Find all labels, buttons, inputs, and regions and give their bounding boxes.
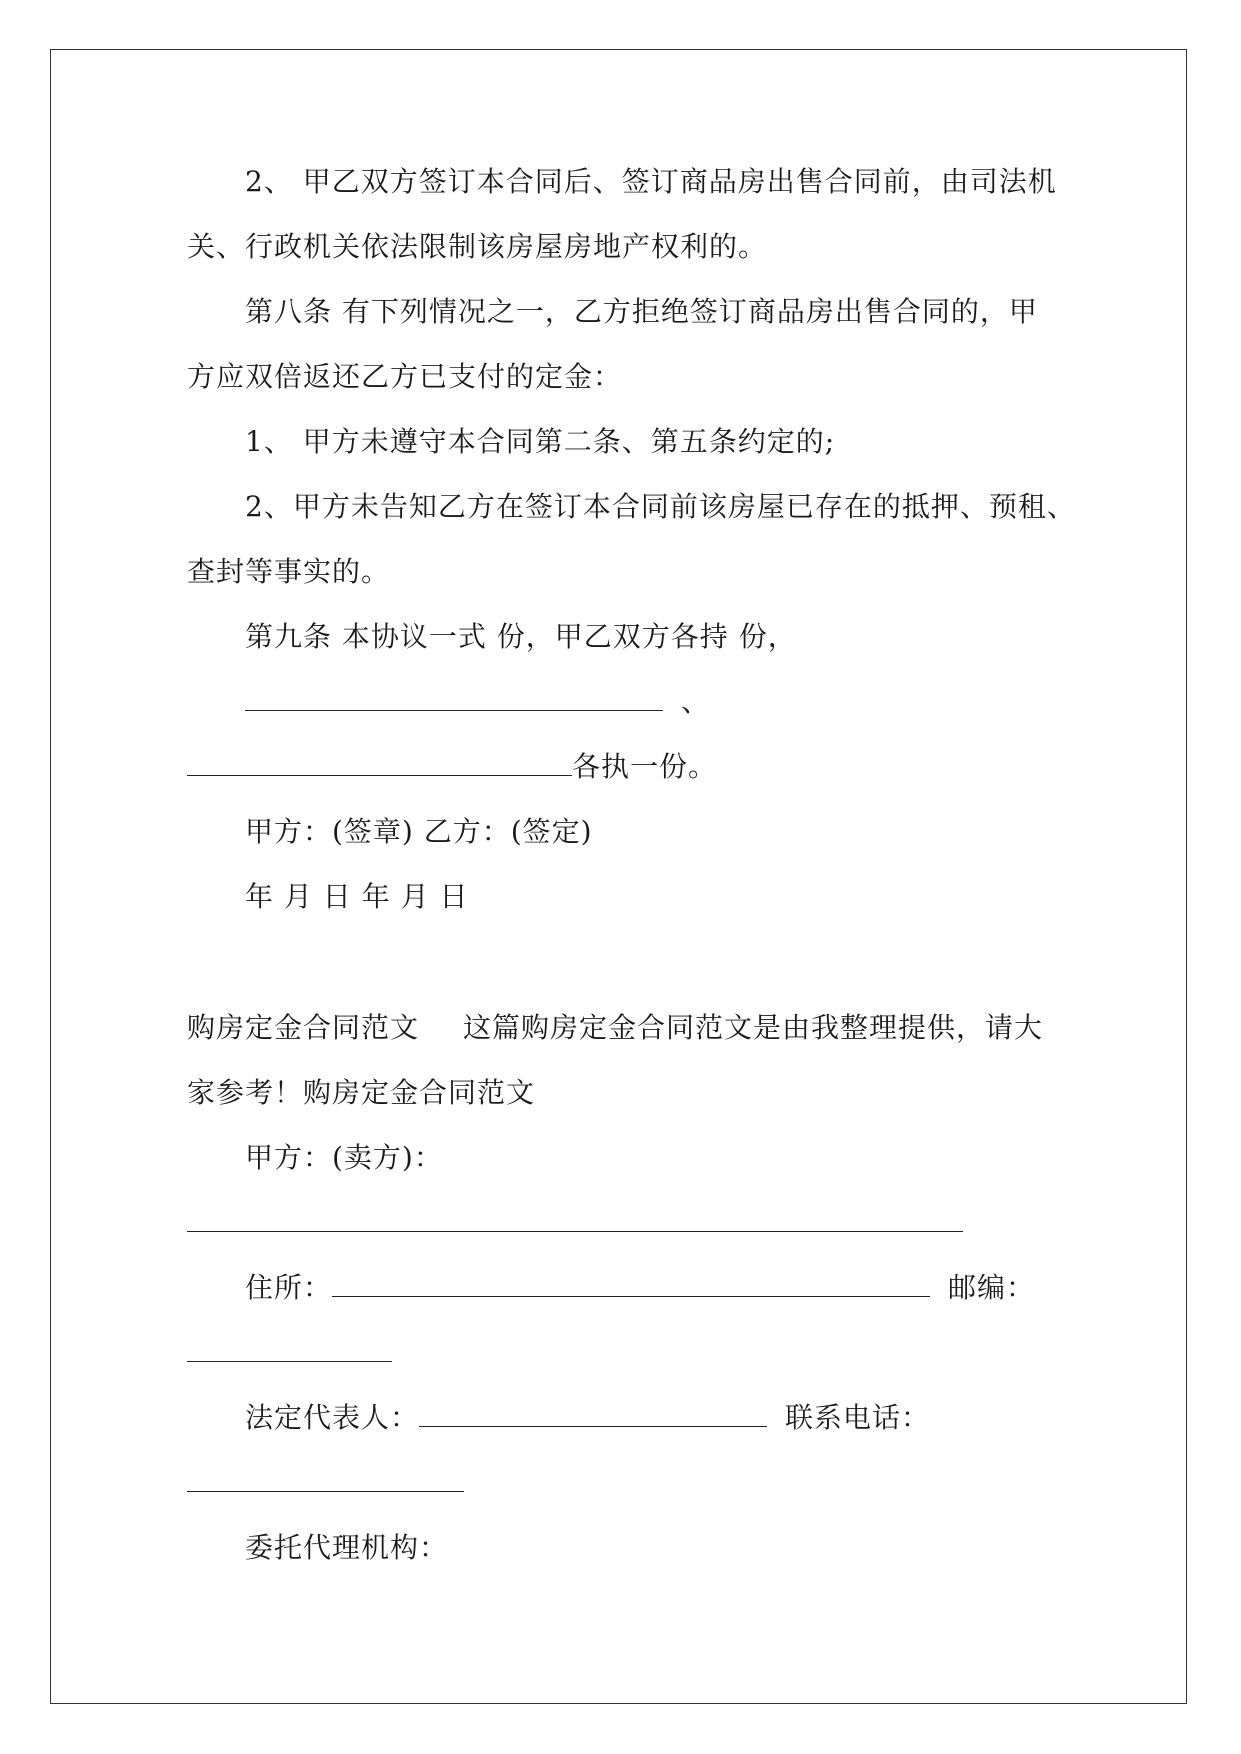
section-title: 购房定金合同范文 — [187, 1011, 420, 1044]
party-a-label: 甲方：(卖方)： — [245, 1141, 443, 1174]
paragraph-line: 方应双倍返还乙方已支付的定金： — [187, 360, 623, 393]
fill-in-line — [245, 684, 710, 720]
fill-in-line — [187, 1205, 963, 1241]
signature-line: 甲方：(签章) 乙方：(签定) — [245, 815, 593, 848]
blank-underline — [187, 1339, 392, 1362]
paragraph-line: 家参考！购房定金合同范文 — [187, 1076, 536, 1109]
list-item: 2、甲方未告知乙方在签订本合同前该房屋已存在的抵押、预租、 — [245, 490, 1076, 523]
paragraph-line: 查封等事实的。 — [187, 555, 391, 588]
blank-underline — [187, 1469, 464, 1492]
paragraph-text: 这篇购房定金合同范文是由我整理提供，请大 — [463, 1011, 1044, 1044]
representative-label: 法定代表人： — [245, 1401, 420, 1434]
blank-underline — [187, 753, 572, 776]
blank-underline — [332, 1274, 930, 1297]
address-label: 住所： — [245, 1271, 333, 1304]
list-item: 1、 甲方未遵守本合同第二条、第五条约定的; — [245, 425, 836, 458]
fill-in-line — [187, 1465, 464, 1501]
article-9-heading: 第九条 本协议一式 份，甲乙双方各持 份， — [245, 620, 797, 653]
fill-in-tail: 各执一份。 — [572, 750, 718, 783]
blank-underline — [245, 688, 663, 711]
date-line: 年 月 日 年 月 日 — [245, 880, 469, 913]
fill-in-line — [187, 1335, 392, 1371]
paragraph-line: 关、行政机关依法限制该房屋房地产权利的。 — [187, 230, 768, 263]
postcode-label: 邮编： — [948, 1271, 1036, 1304]
phone-label: 联系电话： — [785, 1401, 931, 1434]
fill-in-line — [187, 749, 717, 785]
agency-label: 委托代理机构： — [245, 1531, 449, 1564]
blank-underline — [419, 1404, 767, 1427]
blank-underline — [187, 1209, 963, 1232]
separator-text: 、 — [681, 685, 711, 718]
representative-line — [245, 1400, 930, 1436]
address-line — [245, 1270, 1035, 1306]
article-8-heading: 第八条 有下列情况之一，乙方拒绝签订商品房出售合同的，甲 — [245, 295, 1038, 328]
paragraph-line: 2、 甲乙双方签订本合同后、签订商品房出售合同前，由司法机 — [245, 165, 1057, 198]
section-title-line — [187, 1010, 1043, 1046]
